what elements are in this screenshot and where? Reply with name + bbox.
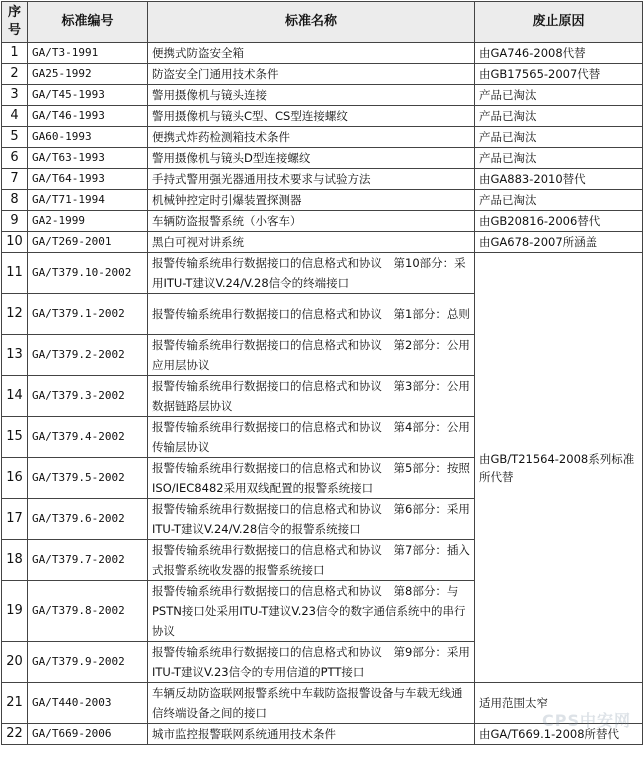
row-reason: 产品已淘汰 bbox=[475, 85, 643, 106]
table-row bbox=[2, 232, 643, 253]
row-code: GA/T379.9-2002 bbox=[28, 642, 148, 683]
row-code: GA/T46-1993 bbox=[28, 106, 148, 127]
row-code: GA/T379.4-2002 bbox=[28, 417, 148, 458]
row-num: 21 bbox=[2, 683, 28, 724]
row-reason: 由GB20816-2006替代 bbox=[475, 211, 643, 232]
row-name: 报警传输系统串行数据接口的信息格式和协议 第6部分：采用ITU-T建议V.24/V.28信令的报警系统接口 bbox=[148, 499, 475, 540]
row-code: GA/T64-1993 bbox=[28, 169, 148, 190]
row-code: GA/T379.7-2002 bbox=[28, 540, 148, 581]
row-num: 10 bbox=[2, 232, 28, 253]
row-code: GA/T379.5-2002 bbox=[28, 458, 148, 499]
merged-reason: 由GB/T21564-2008系列标准所代替 bbox=[475, 253, 643, 683]
row-code: GA/T379.1-2002 bbox=[28, 294, 148, 335]
row-name: 报警传输系统串行数据接口的信息格式和协议 第7部分：插入式报警系统收发器的报警系统接口 bbox=[148, 540, 475, 581]
row-num: 12 bbox=[2, 294, 28, 335]
row-code: GA/T669-2006 bbox=[28, 724, 148, 745]
row-num: 17 bbox=[2, 499, 28, 540]
watermark-logo: CPS中安网 bbox=[542, 711, 631, 730]
table-row bbox=[2, 64, 643, 85]
row-code: GA/T379.3-2002 bbox=[28, 376, 148, 417]
row-name: 便携式炸药检测箱技术条件 bbox=[148, 127, 475, 148]
row-num: 8 bbox=[2, 190, 28, 211]
row-code: GA60-1993 bbox=[28, 127, 148, 148]
row-name: 报警传输系统串行数据接口的信息格式和协议 第10部分：采用ITU-T建议V.24/V.28信令的终端接口 bbox=[148, 253, 475, 294]
row-name: 城市监控报警联网系统通用技术条件 bbox=[148, 724, 475, 745]
row-name: 手持式警用强光器通用技术要求与试验方法 bbox=[148, 169, 475, 190]
header-reason: 废止原因 bbox=[475, 2, 643, 43]
row-code: GA/T71-1994 bbox=[28, 190, 148, 211]
row-name: 车辆反劫防盗联网报警系统中车载防盗报警设备与车载无线通信终端设备之间的接口 bbox=[148, 683, 475, 724]
row-code: GA25-1992 bbox=[28, 64, 148, 85]
row-num: 14 bbox=[2, 376, 28, 417]
row-num: 20 bbox=[2, 642, 28, 683]
row-reason: 适用范围太窄 bbox=[475, 683, 643, 724]
row-name: 报警传输系统串行数据接口的信息格式和协议 第5部分：按照ISO/IEC8482采用双线配置的报警系统接口 bbox=[148, 458, 475, 499]
row-name: 警用摄像机与镜头连接 bbox=[148, 85, 475, 106]
row-reason: 产品已淘汰 bbox=[475, 127, 643, 148]
row-code: GA/T3-1991 bbox=[28, 43, 148, 64]
table-row bbox=[2, 724, 643, 745]
header-name: 标准名称 bbox=[148, 2, 475, 43]
row-num: 6 bbox=[2, 148, 28, 169]
row-code: GA/T269-2001 bbox=[28, 232, 148, 253]
row-num: 16 bbox=[2, 458, 28, 499]
row-reason: 由GB17565-2007代替 bbox=[475, 64, 643, 85]
table-row bbox=[2, 211, 643, 232]
row-name: 警用摄像机与镜头D型连接螺纹 bbox=[148, 148, 475, 169]
row-reason: 由GA746-2008代替 bbox=[475, 43, 643, 64]
row-num: 22 bbox=[2, 724, 28, 745]
row-name: 防盗安全门通用技术条件 bbox=[148, 64, 475, 85]
row-code: GA/T379.8-2002 bbox=[28, 581, 148, 642]
row-name: 报警传输系统串行数据接口的信息格式和协议 第3部分：公用数据链路层协议 bbox=[148, 376, 475, 417]
table-row bbox=[2, 43, 643, 64]
row-reason: 产品已淘汰 bbox=[475, 148, 643, 169]
table-row bbox=[2, 253, 643, 294]
row-code: GA/T379.10-2002 bbox=[28, 253, 148, 294]
row-reason: 由GA678-2007所涵盖 bbox=[475, 232, 643, 253]
row-num: 7 bbox=[2, 169, 28, 190]
row-num: 18 bbox=[2, 540, 28, 581]
row-num: 19 bbox=[2, 581, 28, 642]
table-row bbox=[2, 190, 643, 211]
row-name: 黑白可视对讲系统 bbox=[148, 232, 475, 253]
table-row bbox=[2, 683, 643, 724]
row-name: 报警传输系统串行数据接口的信息格式和协议 第1部分：总则 bbox=[148, 294, 475, 335]
row-name: 警用摄像机与镜头C型、CS型连接螺纹 bbox=[148, 106, 475, 127]
table-row bbox=[2, 148, 643, 169]
row-code: GA2-1999 bbox=[28, 211, 148, 232]
header-code: 标准编号 bbox=[28, 2, 148, 43]
table-row bbox=[2, 85, 643, 106]
row-num: 3 bbox=[2, 85, 28, 106]
header-num: 序号 bbox=[2, 2, 28, 43]
row-num: 5 bbox=[2, 127, 28, 148]
row-code: GA/T379.2-2002 bbox=[28, 335, 148, 376]
row-code: GA/T379.6-2002 bbox=[28, 499, 148, 540]
row-name: 报警传输系统串行数据接口的信息格式和协议 第9部分：采用ITU-T建议V.23信令的专用信道的PTT接口 bbox=[148, 642, 475, 683]
row-num: 1 bbox=[2, 43, 28, 64]
row-num: 9 bbox=[2, 211, 28, 232]
row-reason: 产品已淘汰 bbox=[475, 190, 643, 211]
table-row bbox=[2, 106, 643, 127]
table-header-row bbox=[2, 2, 643, 43]
row-name: 报警传输系统串行数据接口的信息格式和协议 第4部分：公用传输层协议 bbox=[148, 417, 475, 458]
row-name: 报警传输系统串行数据接口的信息格式和协议 第2部分：公用应用层协议 bbox=[148, 335, 475, 376]
row-reason: 由GA/T669.1-2008所替代 bbox=[475, 724, 643, 745]
row-name: 机械钟控定时引爆装置探测器 bbox=[148, 190, 475, 211]
table-row bbox=[2, 169, 643, 190]
row-reason: 产品已淘汰 bbox=[475, 106, 643, 127]
table-row bbox=[2, 127, 643, 148]
row-name: 车辆防盗报警系统（小客车） bbox=[148, 211, 475, 232]
row-num: 11 bbox=[2, 253, 28, 294]
row-code: GA/T440-2003 bbox=[28, 683, 148, 724]
row-num: 4 bbox=[2, 106, 28, 127]
row-code: GA/T45-1993 bbox=[28, 85, 148, 106]
row-reason: 由GA883-2010替代 bbox=[475, 169, 643, 190]
row-num: 15 bbox=[2, 417, 28, 458]
standards-table bbox=[1, 1, 643, 745]
row-code: GA/T63-1993 bbox=[28, 148, 148, 169]
row-name: 便携式防盗安全箱 bbox=[148, 43, 475, 64]
row-num: 2 bbox=[2, 64, 28, 85]
row-name: 报警传输系统串行数据接口的信息格式和协议 第8部分：与PSTN接口处采用ITU-T建议V.23信令的数字通信系统中的串行协议 bbox=[148, 581, 475, 642]
row-num: 13 bbox=[2, 335, 28, 376]
